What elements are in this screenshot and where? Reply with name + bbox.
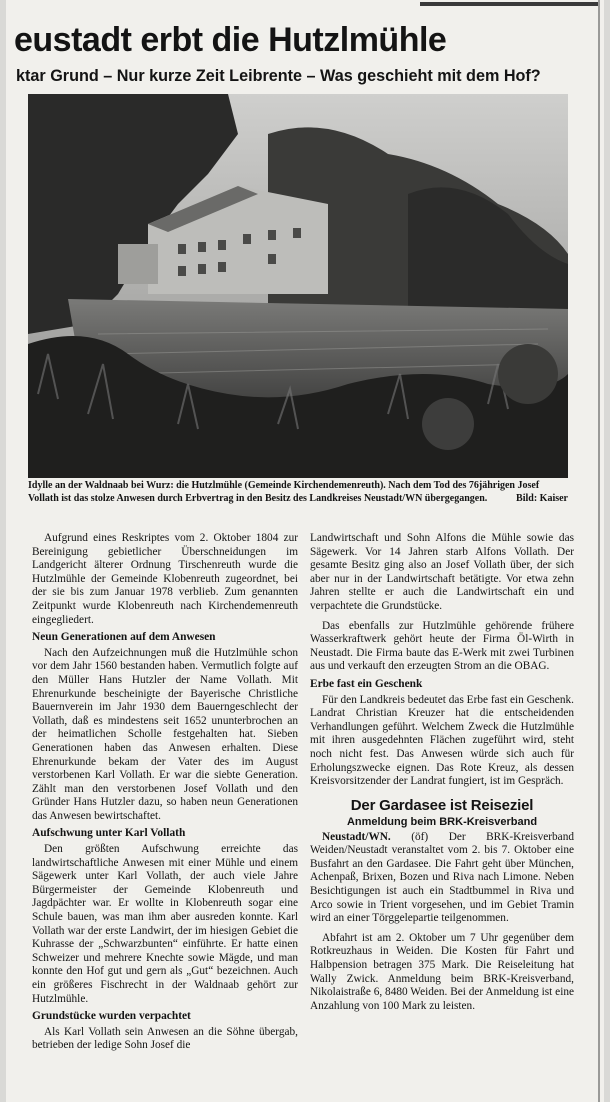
notice-title: Der Gardasee ist Reiseziel <box>350 796 534 814</box>
photo-caption <box>28 480 568 505</box>
article-paragraph: Landwirtschaft und Sohn Alfons die Mühle sowie das Sägewerk. Vor 14 Jahren starb Alfons Vollath. Der gesamte Besitz ging also an Josef Vollath über, der sich aber nur in der Landwirtschaft betätigte. Vor etwa zehn Jahren stellte er auch die Landwirtschaft ein und verpachtete die Grundstücke. <box>310 532 574 612</box>
article-paragraph: Für den Landkreis bedeutet das Erbe fast ein Geschenk. Landrat Christian Kreuzer hat die entscheidenden Verhandlungen geführt. Welchem Zweck die Hutzlmühle mit ihren ausgedehnten Flächen zugeführt wird, steht noch nicht fest. Das Anwesen würde sich auch für Erholungszwecke eignen. Das Rote Kreuz, als dessen Kreisvorsitzender der Landrat fungiert, ist im Gespräch. <box>310 693 574 788</box>
headline: eustadt erbt die Hutzlmühle <box>14 21 447 59</box>
notice-subtitle: Anmeldung beim BRK-Kreisverband <box>346 815 538 828</box>
article-paragraph: Nach den Aufzeichnungen muß die Hutzlmühle schon vor dem Jahr 1560 bestanden haben. Vermutlich folgte auf den Müller Hans Hutzler der Name Vollath. Mit Ehrenurkunde bescheinigte der Bayerische Christliche Bauernverein im Jahr 1930 dem Bauerngeschlecht der Vollath, daß es mindestens seit 1652 ununterbrochen an der heimatlichen Scholle festgehalten hat. Sieben Generationen haben das Anwesen erhalten. Diese Ehrenurkunde bekam der Vater des im August verstorbenen Karl Vollath. Er war die siebte Generation. Zählt man den verstorbenen Josef Vollath und den Gründer Hans Hutzler dazu, so haben neun Generationen das Anwesen bewirtschaftet. <box>32 646 298 822</box>
notice-paragraph: Abfahrt ist am 2. Oktober um 7 Uhr gegenüber dem Rotkreuzhaus in Weiden. Die Kosten für Fahrt und Halbpension betragen 375 Mark. Die Reiseleitung hat Wally Zwick. Anmeldung beim BRK-Kreisverband, Nikolaistraße 6, 8480 Weiden. Bei der Anmeldung ist eine Anzahlung von 100 Mark zu leisten. <box>310 931 574 1012</box>
mill-photo <box>28 94 568 478</box>
article-column-right <box>310 532 574 1013</box>
article-paragraph: Aufgrund eines Reskriptes vom 2. Oktober 1804 zur Bereinigung gebietlicher Überschneidungen im Landgericht älterer Ordnung Tirschenreuth wurde die Hutzlmühle der Gemeinde Klobenreuth zugeordnet, bei der sie bis zum Januar 1978 verblieb. Zum genannten Zeitpunkt wurde Klobenreuth nach Kirchendemenreuth eingegliedert. <box>32 532 298 626</box>
subheadline: ktar Grund – Nur kurze Zeit Leibrente – Was geschieht mit dem Hof? <box>16 67 541 85</box>
caption-text: Idylle an der Waldnaab bei Wurz: die Hutzlmühle (Gemeinde Kirchendemenreuth). Nach dem Tod des 76jährigen Josef Vollath ist das stolze Anwesen durch Erbvertrag in den Besitz des Landkreises Neustadt/WN übergegangen. <box>28 480 540 504</box>
section-heading: Erbe fast ein Geschenk <box>310 677 423 690</box>
photo-credit: Bild: Kaiser <box>516 492 568 504</box>
article-column-left <box>32 532 298 1053</box>
clipping-edge <box>598 0 600 1102</box>
notice-text: (öf) Der BRK-Kreisverband Weiden/Neustadt veranstaltet vom 2. bis 7. Oktober eine Busfahrt an den Gardasee. Die Fahrt geht über München, Achenpaß, Brixen, Bozen und Riva nach Limone. Neben Besichtigungen ist auch ein Stadtbummel in Riva und Arco sowie in Trient vorgesehen, und im Gebiet Tramin wird an einer Törggelepartie teilgenommen. <box>310 830 574 925</box>
notice-paragraph <box>310 831 574 926</box>
notice-dateline: Neustadt/WN. <box>322 830 391 843</box>
section-heading: Grundstücke wurden verpachtet <box>32 1010 191 1023</box>
top-rule <box>420 2 600 6</box>
article-paragraph: Das ebenfalls zur Hutzlmühle gehörende frühere Wasserkraftwerk gehört heute der Firma Öl-Wirth in Neustadt. Die Firma baute das E-Werk mit zwei Turbinen aus und verkauft den erzeugten Strom an die OBAG. <box>310 619 574 673</box>
section-heading: Neun Generationen auf dem Anwesen <box>32 631 216 644</box>
article-paragraph: Den größten Aufschwung erreichte das landwirtschaftliche Anwesen mit einer Mühle und einem Sägewerk unter Karl Vollath, der auch viele Jahre Bürgermeister der Gemeinde Klobenreuth und Jagdpächter war. Er wollte in Klobenreuth sogar eine Schule bauen, was man ihm aber ausreden konnte. Karl Vollath war der erste Landwirt, der im hiesigen Gebiet die Kuhrasse der „Schwarzbunten“ einführte. Er hatte einen Schweizer und mehrere Knechte sowie Mägde, und man konnte den Hof gut und gern als „Gut“ bezeichnen. Auch ein größeres Fischrecht in der Waldnaab gehört zur Hutzlmühle. <box>32 843 298 1005</box>
section-heading: Aufschwung unter Karl Vollath <box>32 827 186 840</box>
article-paragraph: Als Karl Vollath sein Anwesen an die Söhne übergab, betrieben der ledige Sohn Josef die <box>32 1025 298 1052</box>
